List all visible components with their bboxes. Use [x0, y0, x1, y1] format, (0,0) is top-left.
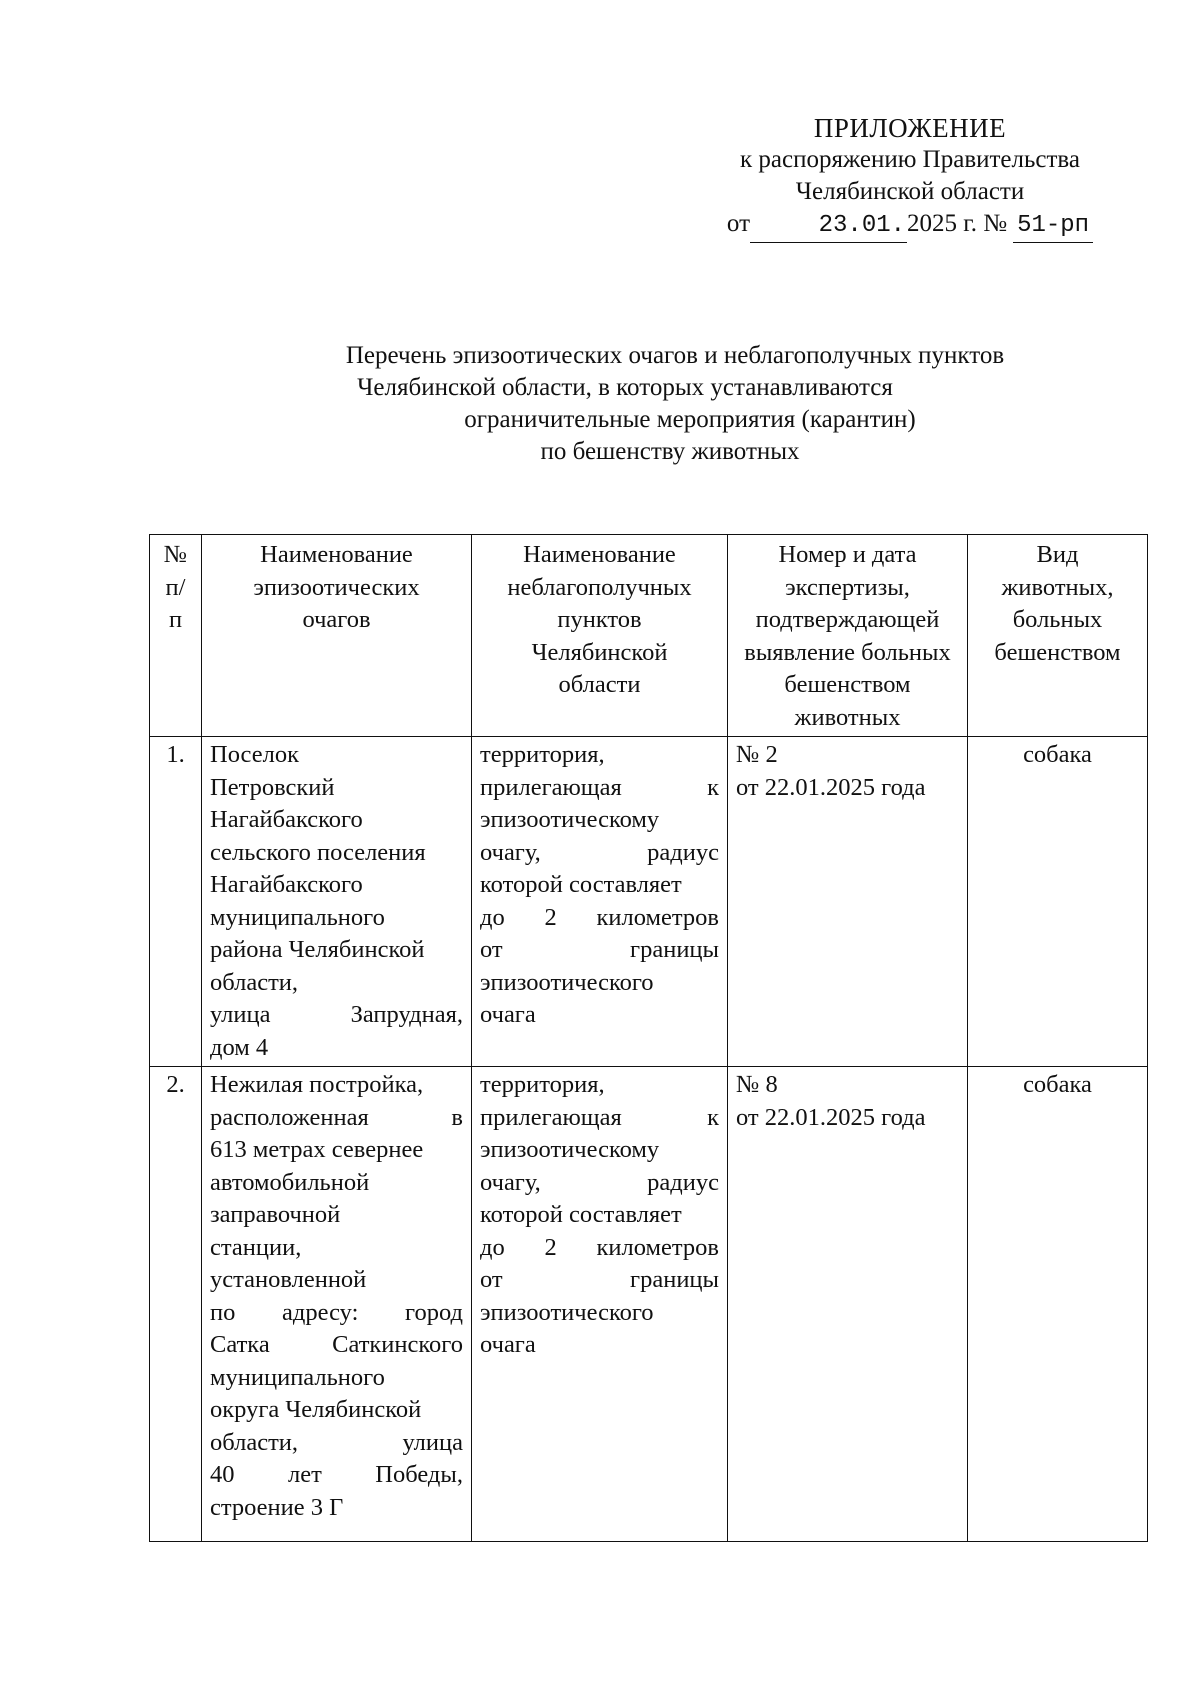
word: Сатка	[210, 1331, 270, 1358]
text-line	[480, 837, 719, 870]
row-exam	[728, 1067, 968, 1542]
word: границы	[630, 1266, 719, 1293]
text-line: бешенством	[784, 671, 911, 698]
text-line: животных	[794, 703, 901, 731]
text-line: от 22.01.2025 года	[736, 1103, 926, 1131]
text-line	[210, 1459, 463, 1492]
text-line: Петровский	[210, 773, 335, 801]
from-label: от	[726, 210, 751, 237]
text-line: эпизоотическому	[480, 1136, 660, 1163]
text-line	[210, 1102, 463, 1135]
text-line: станции,	[210, 1233, 302, 1261]
heading-line-1: Перечень эпизоотических очагов и неблагополучных пунктов	[345, 342, 1005, 369]
appendix-date-line	[727, 208, 1093, 243]
text-line: 613 метрах севернее	[210, 1136, 424, 1163]
text-line: пунктов	[557, 606, 642, 633]
word: от	[480, 936, 503, 963]
text-line: муниципального	[210, 903, 385, 931]
word: прилегающая	[480, 1103, 622, 1131]
word: улица	[402, 1428, 463, 1456]
row-number: 1.	[150, 737, 202, 1067]
text-line: № 2	[736, 741, 778, 768]
appendix-block	[690, 112, 1130, 243]
text-line	[480, 1102, 719, 1135]
text-line: очага	[480, 1001, 536, 1028]
text-line	[480, 902, 719, 935]
table-header-row	[150, 535, 1148, 737]
text-line	[480, 1264, 719, 1297]
word: очагу,	[480, 838, 541, 866]
text-line: которой составляет	[480, 871, 682, 898]
text-line	[210, 1427, 463, 1460]
table-row	[150, 1067, 1148, 1542]
word: 2	[544, 903, 557, 931]
word: адресу:	[282, 1298, 359, 1326]
word: области,	[210, 1428, 299, 1456]
text-line: эпизоотическому	[480, 806, 660, 833]
appendix-line-2: Челябинской области	[795, 178, 1025, 205]
row-focus	[202, 1067, 472, 1542]
text-line: установленной	[210, 1266, 367, 1293]
row-point	[472, 1067, 728, 1542]
header-animal-type	[968, 535, 1148, 737]
word: до	[480, 903, 505, 931]
text-line: территория,	[480, 741, 605, 768]
order-number: 51-рп	[1013, 210, 1093, 243]
text-line: эпизоотического	[480, 1298, 654, 1326]
word: километров	[596, 1233, 719, 1261]
text-line: Вид	[1036, 541, 1079, 568]
text-line: выявление больных	[744, 638, 951, 666]
table-row	[150, 737, 1148, 1067]
text-line: очага	[480, 1331, 536, 1358]
row-point	[472, 737, 728, 1067]
header-exam-number-date	[728, 535, 968, 737]
appendix-line-1: к распоряжению Правительства	[739, 146, 1080, 173]
text-line: п/	[165, 573, 186, 601]
text-line: Поселок	[210, 741, 299, 768]
text-line: неблагополучных	[507, 573, 692, 601]
word: Саткинского	[332, 1331, 463, 1358]
text-line: заправочной	[210, 1201, 341, 1228]
text-line: муниципального	[210, 1363, 385, 1391]
row-exam	[728, 737, 968, 1067]
text-line: Нагайбакского	[210, 806, 363, 833]
text-line: округа Челябинской	[210, 1396, 422, 1423]
text-line	[210, 999, 463, 1032]
word: в	[451, 1103, 463, 1131]
text-line: от 22.01.2025 года	[736, 773, 926, 801]
text-line: Нагайбакского	[210, 871, 363, 898]
word: очагу,	[480, 1168, 541, 1196]
row-number: 2.	[150, 1067, 202, 1542]
text-line: животных,	[1001, 573, 1114, 601]
text-line: которой составляет	[480, 1201, 682, 1228]
text-line: подтверждающей	[755, 606, 940, 633]
text-line: Наименование	[523, 541, 676, 568]
row-focus	[202, 737, 472, 1067]
word: по	[210, 1298, 236, 1326]
heading-line-2: Челябинской области, в которых устанавливаются	[357, 374, 893, 401]
quarantine-table	[149, 534, 1148, 1542]
word: расположенная	[210, 1103, 369, 1131]
text-line: района Челябинской	[210, 936, 425, 963]
text-line: бешенством	[994, 638, 1121, 666]
word: город	[405, 1298, 463, 1326]
header-focus-name	[202, 535, 472, 737]
row-animal: собака	[968, 737, 1148, 1067]
text-line: №	[163, 541, 188, 568]
text-line	[480, 1232, 719, 1265]
text-line: эпизоотического	[480, 968, 654, 996]
text-line: экспертизы,	[785, 573, 910, 601]
text-line	[480, 1167, 719, 1200]
heading-line-4: по бешенству животных	[540, 438, 800, 465]
word: к	[707, 773, 719, 801]
text-line: Номер и дата	[778, 541, 917, 568]
text-line: области	[558, 671, 641, 698]
word: Запрудная,	[350, 1001, 463, 1028]
text-line: Челябинской	[531, 638, 668, 666]
row-animal: собака	[968, 1067, 1148, 1542]
word: 40	[210, 1461, 235, 1488]
word: радиус	[647, 1168, 719, 1196]
text-line: п	[168, 606, 183, 633]
text-line	[480, 772, 719, 805]
word: километров	[596, 903, 719, 931]
text-line: больных	[1012, 606, 1103, 633]
word: прилегающая	[480, 773, 622, 801]
order-date: 23.01.	[750, 210, 907, 243]
word: лет	[287, 1461, 322, 1488]
text-line: территория,	[480, 1071, 605, 1098]
text-line: сельского поселения	[210, 838, 426, 866]
text-line: Наименование	[260, 541, 413, 568]
text-line: эпизоотических	[253, 573, 420, 601]
text-line: автомобильной	[210, 1168, 370, 1196]
word: Победы,	[375, 1461, 463, 1488]
header-point-name	[472, 535, 728, 737]
word: улица	[210, 1001, 271, 1028]
word: границы	[630, 936, 719, 963]
text-line: области,	[210, 968, 299, 996]
heading-line-3: ограничительные мероприятия (карантин)	[464, 406, 916, 433]
text-line	[210, 1329, 463, 1362]
text-line: строение 3 Г	[210, 1493, 344, 1521]
word: 2	[544, 1233, 557, 1261]
text-line	[480, 934, 719, 967]
word: радиус	[647, 838, 719, 866]
text-line: дом 4	[210, 1033, 269, 1061]
document-heading	[230, 340, 1080, 468]
word: от	[480, 1266, 503, 1293]
text-line: Нежилая постройка,	[210, 1071, 424, 1098]
appendix-title: ПРИЛОЖЕНИЕ	[813, 113, 1007, 143]
word: к	[707, 1103, 719, 1131]
text-line	[210, 1297, 463, 1330]
header-number	[150, 535, 202, 737]
word: до	[480, 1233, 505, 1261]
text-line: № 8	[736, 1071, 778, 1098]
text-line: очагов	[302, 606, 371, 633]
order-year: 2025 г. №	[907, 210, 1008, 237]
